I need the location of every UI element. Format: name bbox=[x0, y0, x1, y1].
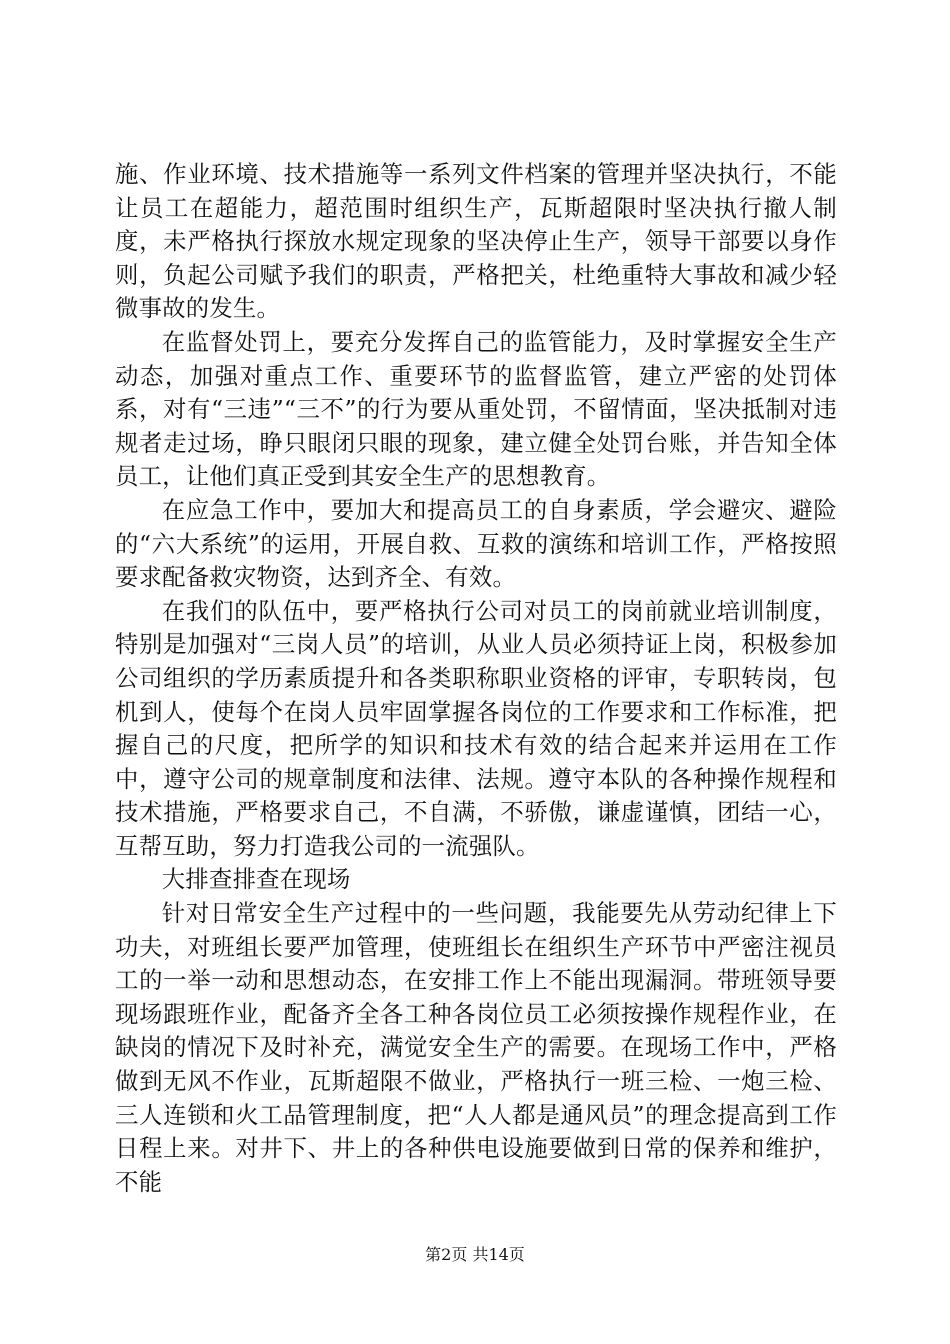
paragraph-3: 在应急工作中，要加大和提高员工的自身素质，学会避灾、避险的“六大系统”的运用，开展自救、互救的演练和培训工作，严格按照要求配备救灾物资，达到齐全、有效。 bbox=[115, 495, 837, 592]
paragraph-5: 针对日常安全生产过程中的一些问题，我能要先从劳动纪律上下功夫，对班组长要严加管理，使班组长在组织生产环节中严密注视员工的一举一动和思想动态，在安排工作上不能出现漏洞。带班领导要现场跟班作业，配备齐全各工种各岗位员工必须按操作规程作业，在缺岗的情况下及时补充，满觉安全生产的需要。在现场工作中，严格做到无风不作业，瓦斯超限不做业，严格执行一班三检、一炮三检、三人连锁和火工品管理制度，把“人人都是通风员”的理念提高到工作日程上来。对井下、井上的各种供电设施要做到日常的保养和维护，不能 bbox=[115, 899, 837, 1196]
page-number-footer: 第2页 共14页 bbox=[425, 1245, 525, 1264]
document-body bbox=[115, 158, 837, 1199]
section-heading: 大排查排查在现场 bbox=[161, 865, 351, 894]
paragraph-4: 在我们的队伍中，要严格执行公司对员工的岗前就业培训制度，特别是加强对“三岗人员”的培训，从业人员必须持证上岗，积极参加公司组织的学历素质提升和各类职称职业资格的评审，专职转岗，包机到人，使每个在岗人员牢固掌握各岗位的工作要求和工作标准，把握自己的尺度，把所学的知识和技术有效的结合起来并运用在工作中，遵守公司的规章制度和法律、法规。遵守本队的各种操作规程和技术措施，严格要求自己，不自满，不骄傲，谦虚谨慎，团结一心，互帮互助，努力打造我公司的一流强队。 bbox=[115, 596, 837, 860]
paragraph-1: 施、作业环境、技术措施等一系列文件档案的管理并坚决执行，不能让员工在超能力，超范围时组织生产，瓦斯超限时坚决执行撤人制度，未严格执行探放水规定现象的坚决停止生产，领导干部要以身作则，负起公司赋予我们的职责，严格把关，杜绝重特大事故和减少轻微事故的发生。 bbox=[115, 160, 837, 323]
paragraph-2: 在监督处罚上，要充分发挥自己的监管能力，及时掌握安全生产动态，加强对重点工作、重要环节的监督监管，建立严密的处罚体系，对有“三违”“三不”的行为要从重处罚，不留情面，坚决抵制对违规者走过场，睁只眼闭只眼的现象，建立健全处罚台账，并告知全体员工，让他们真正受到其安全生产的思想教育。 bbox=[115, 327, 837, 491]
